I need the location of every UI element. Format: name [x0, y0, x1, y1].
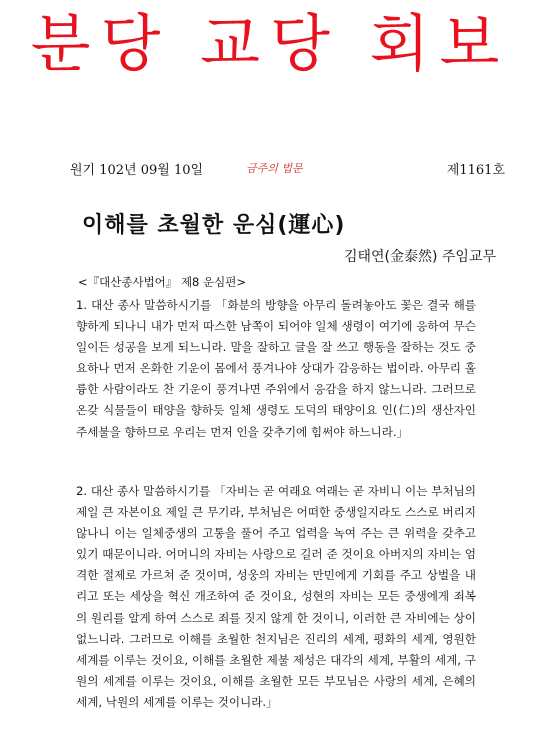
masthead-title: 분당 교당 회보: [30, 7, 510, 80]
article-paragraph-2: 2. 대산 종사 말씀하시기를 「자비는 곧 여래요 여래는 곧 자비니 이는 부처님의 제일 큰 자본이요 제일 큰 무기라, 부처님은 어떠한 중생일지라도 스스로 버리지 않나니 이는 일체중생의 고통을 풀어 주고 업력을 녹여 주는 큰 위력을 갖추고 있기 때문이니라. 어머니의 자비는 사랑으로 길러 준 것이요 아버지의 자비는 엄격한 절제로 가르쳐 준 것이며, 성웅의 자비는 만민에게 기회를 주고 상벌을 내리고 또는 세상을 혁신 개조하여 준 것이요, 성현의 자비는 모든 중생에게 죄복의 원리를 알게 하여 스스로 죄를 짓지 않게 한 것이니, 이러한 큰 자비에는 상이 없느니라. 그러므로 이해를 초월한 천지님은 진리의 세계, 평화의 세계, 영원한 세계를 이루는 것이요, 이해를 초월한 제불 제성은 대각의 세계, 부활의 세계, 구원의 세계를 이루는 것이요, 이해를 초월한 모든 부모님은 사랑의 세계, 은혜의 세계, 낙원의 세계를 이루는 것이니라.」: [76, 484, 476, 709]
issue-date: 원기 102년 09월 10일: [70, 162, 204, 178]
article-paragraph-1: 1. 대산 종사 말씀하시기를 「화분의 방향을 아무리 돌려놓아도 꽃은 결국 해를 향하게 되나니 내가 먼저 따스한 남쪽이 되어야 일체 생령이 여기에 응하여 무슨 일이든 성공을 보게 되느니라. 말을 잘하고 글을 잘 쓰고 행동을 잘하는 것도 중요하나 먼저 온화한 기운이 몸에서 풍겨나야 상대가 감응하는 법이라. 아무리 훌륭한 사람이라도 찬 기운이 풍겨나면 주위에서 응감을 하지 않느니라. 그러므로 온갖 식물들이 태양을 향하듯 일체 생령도 도덕의 태양이요 인(仁)의 생산자인 주세불을 향하므로 우리는 먼저 인을 갖추기에 힘써야 하느니라.」: [76, 298, 476, 439]
issue-tag: 금주의 법문: [246, 162, 303, 175]
article-source: <『대산종사법어』 제8 운심편>: [78, 275, 246, 289]
issue-number: 제1161호: [446, 162, 505, 178]
issue-info-row: [70, 158, 505, 178]
article-author: 김태연(金泰然) 주임교무: [343, 249, 496, 265]
article-title: 이해를 초월한 운심(運心): [82, 213, 346, 238]
